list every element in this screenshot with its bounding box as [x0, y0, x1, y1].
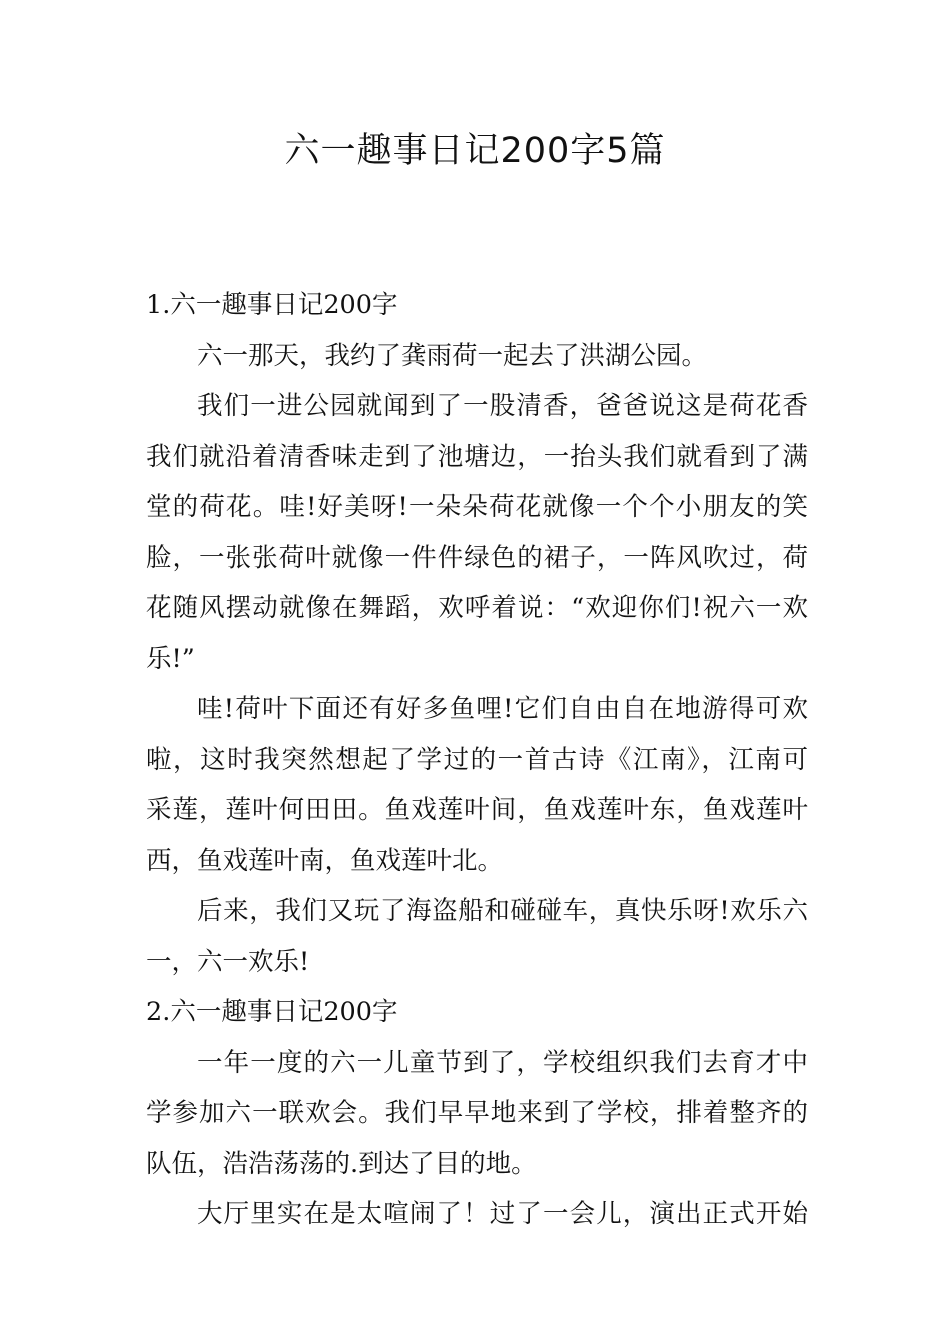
paragraph-line: 乐!” [146, 643, 195, 674]
paragraph-line: 堂的荷花。哇!好美呀!一朵朵荷花就像一个个小朋友的笑 [146, 492, 808, 522]
paragraph-line: 采莲，莲叶何田田。鱼戏莲叶间，鱼戏莲叶东，鱼戏莲叶 [146, 795, 808, 825]
paragraph-line: 队伍，浩浩荡荡的.到达了目的地。 [146, 1148, 537, 1179]
paragraph-line: 我们就沿着清香味走到了池塘边，一抬头我们就看到了满 [146, 441, 808, 472]
paragraph-line: 我们一进公园就闻到了一股清香，爸爸说这是荷花香 [197, 391, 808, 421]
paragraph-line: 脸，一张张荷叶就像一件件绿色的裙子，一阵风吹过，荷 [146, 542, 808, 573]
paragraph-line: 啦，这时我突然想起了学过的一首古诗《江南》，江南可 [146, 744, 808, 775]
document-body [146, 280, 808, 1240]
section-heading: 2.六一趣事日记200字 [146, 997, 398, 1027]
paragraph-line: 一年一度的六一儿童节到了，学校组织我们去育才中 [197, 1047, 808, 1078]
paragraph-line: 后来，我们又玩了海盗船和碰碰车，真快乐呀!欢乐六 [197, 896, 808, 926]
paragraph-line: 学参加六一联欢会。我们早早地来到了学校，排着整齐的 [146, 1098, 808, 1128]
document-title: 六一趣事日记200字5篇 [284, 131, 666, 171]
paragraph-line: 大厅里实在是太喧闹了！过了一会儿，演出正式开始 [197, 1199, 808, 1229]
paragraph-line: 花随风摆动就像在舞蹈，欢呼着说：“欢迎你们!祝六一欢 [146, 593, 808, 623]
paragraph-line: 六一那天，我约了龚雨荷一起去了洪湖公园。 [197, 340, 708, 371]
section-heading: 1.六一趣事日记200字 [146, 290, 398, 320]
paragraph-line: 一，六一欢乐! [146, 946, 310, 977]
paragraph-line: 哇!荷叶下面还有好多鱼哩!它们自由自在地游得可欢 [197, 694, 808, 724]
paragraph-line: 西，鱼戏莲叶南，鱼戏莲叶北。 [146, 845, 504, 876]
